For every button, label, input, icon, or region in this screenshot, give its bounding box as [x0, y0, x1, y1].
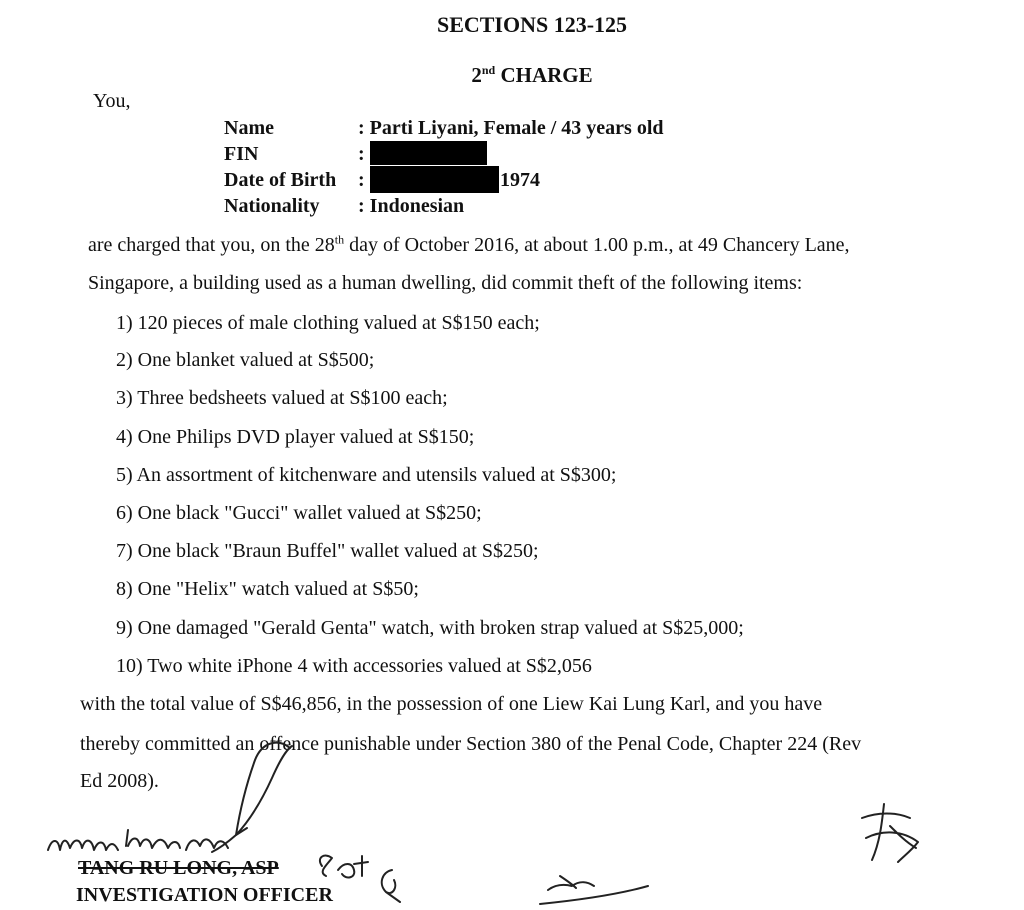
list-item: 6) One black "Gucci" wallet valued at S$250;	[116, 502, 482, 524]
charge-line-1-start: are charged that you, on the 28	[88, 234, 335, 256]
nationality-label: Nationality	[224, 195, 320, 217]
officer-initial-mark	[382, 870, 400, 902]
list-item: 10) Two white iPhone 4 with accessories valued at S$2,056	[116, 655, 592, 677]
dob-year: 1974	[500, 169, 540, 191]
bottom-flourish	[540, 876, 648, 904]
charge-number: 2	[471, 63, 482, 87]
handwritten-name-annotation	[48, 830, 228, 850]
charge-line-1-suffix: th	[334, 232, 345, 247]
list-item: 4) One Philips DVD player valued at S$150;	[116, 426, 475, 448]
salutation: You,	[93, 90, 131, 112]
handwritten-rank-annotation	[320, 856, 368, 878]
officer-name-struck: TANG RU LONG, ASP	[78, 857, 279, 879]
name-label: Name	[224, 117, 274, 139]
charge-line-2: Singapore, a building used as a human dwelling, did commit theft of the following items:	[88, 272, 803, 294]
signature-stroke-large	[236, 743, 292, 835]
list-item: 2) One blanket valued at S$500;	[116, 349, 375, 371]
officer-title: INVESTIGATION OFFICER	[76, 884, 333, 906]
list-item: 1) 120 pieces of male clothing valued at S$150 each;	[116, 312, 540, 334]
name-value: : Parti Liyani, Female / 43 years old	[358, 117, 664, 139]
dob-colon: :	[358, 169, 365, 191]
right-signature-mark	[862, 804, 918, 862]
closing-line-3: Ed 2008).	[80, 770, 159, 792]
nationality-value: : Indonesian	[358, 195, 465, 217]
closing-line-2: thereby committed an offence punishable under Section 380 of the Penal Code, Chapter 224 (Rev	[80, 733, 862, 755]
list-item: 7) One black "Braun Buffel" wallet valued at S$250;	[116, 540, 539, 562]
charge-number-suffix: nd	[481, 63, 496, 77]
dob-label: Date of Birth	[224, 169, 337, 191]
fin-colon: :	[358, 143, 365, 165]
fin-label: FIN	[224, 143, 259, 165]
list-item: 9) One damaged "Gerald Genta" watch, with broken strap valued at S$25,000;	[116, 617, 744, 639]
charge-word: CHARGE	[500, 63, 593, 87]
list-item: 5) An assortment of kitchenware and utensils valued at S$300;	[116, 464, 617, 486]
list-item: 3) Three bedsheets valued at S$100 each;	[116, 387, 448, 409]
section-heading: SECTIONS 123-125	[436, 12, 628, 37]
closing-line-1: with the total value of S$46,856, in the possession of one Liew Kai Lung Karl, and you have	[80, 693, 823, 715]
list-item: 8) One "Helix" watch valued at S$50;	[116, 578, 419, 600]
signature-stroke-tail	[212, 828, 247, 852]
charge-line-1-end: day of October 2016, at about 1.00 p.m., at 49 Chancery Lane,	[344, 234, 850, 256]
